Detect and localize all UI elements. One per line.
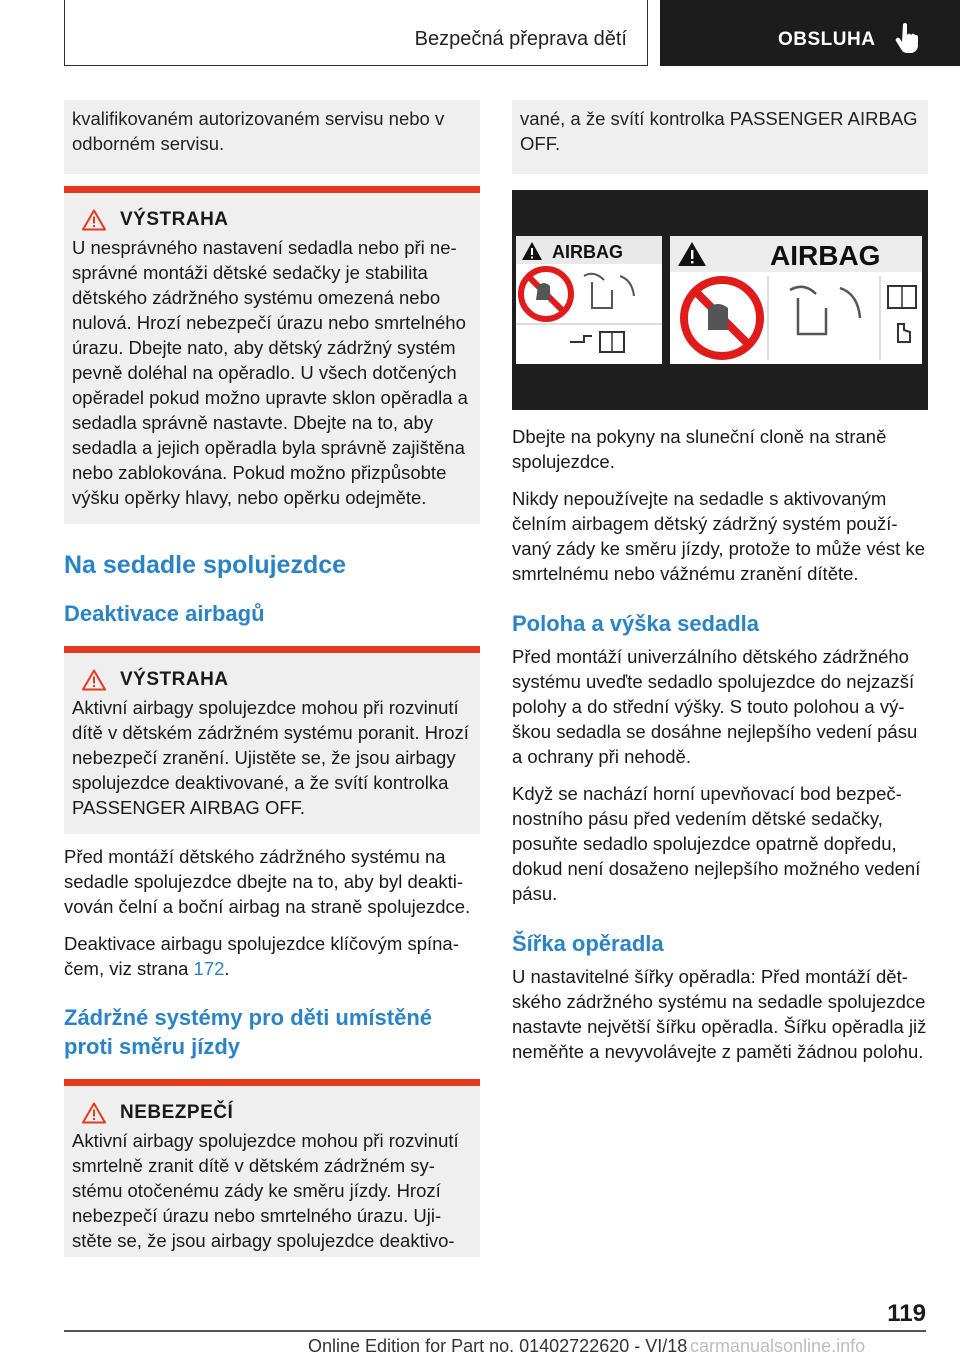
airbag-warning-labels: [512, 190, 928, 410]
footer-divider: [64, 1330, 926, 1332]
danger-title: NEBEZPEČÍ: [120, 1102, 234, 1123]
paragraph: U nastavitelné šířky opěradla: Před montáží dětského zádržného systému na sedadle spolujezdce nastavte největší šířku opěradla. Šířku opěradla již neměňte a nevyvolávejte z paměti žádnou polohu.: [512, 966, 927, 1062]
footer-watermark: carmanualsonline.info: [690, 1336, 866, 1356]
header-title: Bezpečná přeprava dětí: [414, 28, 627, 50]
warning-triangle-icon: [82, 209, 106, 231]
continuation-box: [512, 100, 928, 174]
intro-text: kvalifikovaném autorizovaném servisu nebo v odborném servisu.: [72, 108, 445, 154]
warning-header-1: [82, 209, 472, 231]
header-section: OBSLUHA: [778, 29, 876, 50]
airbag-label-image: [512, 190, 928, 410]
warning-title-1: VÝSTRAHA: [120, 209, 229, 230]
danger-text: Aktivní airbagy spolujezdce mohou při rozvinutí smrtelně zranit dítě v dětském zádržném systému otočenému zády ke směru jízdy. Hrozí nebezpečí úrazu nebo smrtelného úrazu. Ujistěte se, že jsou airbagy spolujezdce deaktivo-: [72, 1130, 459, 1251]
section-heading: Na sedadle spolujezdce: [64, 551, 347, 579]
pointing-hand-icon: [894, 22, 922, 54]
paragraph: Před montáží dětského zádržného systému na sedadle spolujezdce dbejte na to, aby byl deaktivován čelní a boční airbag na straně spolujezdce.: [64, 846, 471, 917]
subsection-heading-seat-position: Poloha a výška sedadla: [512, 611, 760, 636]
subsection-heading-rear-facing: Zádržné systémy pro děti umístěné proti směru jízdy: [64, 1005, 432, 1059]
airbag-label-small: AIRBAG: [552, 242, 623, 262]
warning-triangle-icon: [82, 1102, 106, 1124]
paragraph-with-link: Deaktivace airbagu spolujezdce klíčovým spínačem, viz strana 172.: [64, 933, 459, 979]
page-header: [64, 0, 960, 66]
warning-text-1: U nesprávného nastavení sedadla nebo při nesprávné montáži dětské sedačky je stabilita dětského zádržného systému omezená nebo nulová. Hrozí nebezpečí úrazu nebo smrtelného úrazu. Dbejte nato, aby dětský zádržný systém pevně doléhal na opěradlo. U všech dotčených opěradel pokud možno upravte sklon opěradla a sedadla správně nastavte. Dbejte na to, aby sedadla a jejich opěradla byla správně zajištěna nebo zablokována. Pokud možno přizpůsobte výšku opěrky hlavy, nebo opěrku odejměte.: [72, 237, 468, 508]
warning-box-1: [64, 186, 480, 524]
subsection-heading-airbag: Deaktivace airbagů: [64, 601, 265, 626]
warning-text-2: Aktivní airbagy spolujezdce mohou při rozvinutí dítě v dětském zádržném systému poranit. Hrozí nebezpečí zranění. Ujistěte se, že jsou airbagy spolujezdce deaktivované, a že svítí kontrolka PASSENGER AIRBAG OFF.: [72, 697, 469, 818]
right-column: [512, 100, 928, 1064]
paragraph: Když se nachází horní upevňovací bod bezpečnostního pásu před vedením dětské sedačky, posuňte sedadlo spolujezdce opatrně dopředu, dokud není dosaženo nejlepšího možného vedení pásu.: [512, 783, 921, 904]
header-section-box: [660, 0, 960, 66]
danger-box: [64, 1079, 480, 1257]
paragraph: Nikdy nepoužívejte na sedadle s aktivovaným čelním airbagem dětský zádržný systém používaný zády ke směru jízdy, protože to může vést ke smrtelnému nebo vážnému zranění dítěte.: [512, 488, 925, 584]
left-column: [64, 100, 480, 1257]
page-reference-link[interactable]: 172: [193, 958, 225, 979]
warning-title-2: VÝSTRAHA: [120, 669, 229, 690]
warning-triangle-icon: [82, 669, 106, 691]
subsection-heading-backrest-width: Šířka opěradla: [512, 931, 664, 956]
page-number: 119: [887, 1300, 926, 1327]
header-title-box: [64, 0, 648, 66]
danger-header: [82, 1102, 472, 1124]
footer-edition: Online Edition for Part no. 01402722620 - VI/18: [308, 1336, 688, 1356]
airbag-label-large: AIRBAG: [770, 240, 881, 271]
continuation-text: vané, a že svítí kontrolka PASSENGER AIRBAG OFF.: [520, 108, 918, 154]
warning-header-2: [82, 669, 472, 691]
paragraph: Dbejte na pokyny na sluneční cloně na straně spolujezdce.: [512, 426, 887, 472]
warning-box-2: [64, 646, 480, 834]
intro-box: [64, 100, 480, 174]
paragraph: Před montáží univerzálního dětského zádržného systému uveďte sedadlo spolujezdce do nejzazší polohy a do střední výšky. S touto polohou a výškou sedadla se dosáhne nejlepšího vedení pásu a ochrany při nehodě.: [512, 646, 918, 767]
